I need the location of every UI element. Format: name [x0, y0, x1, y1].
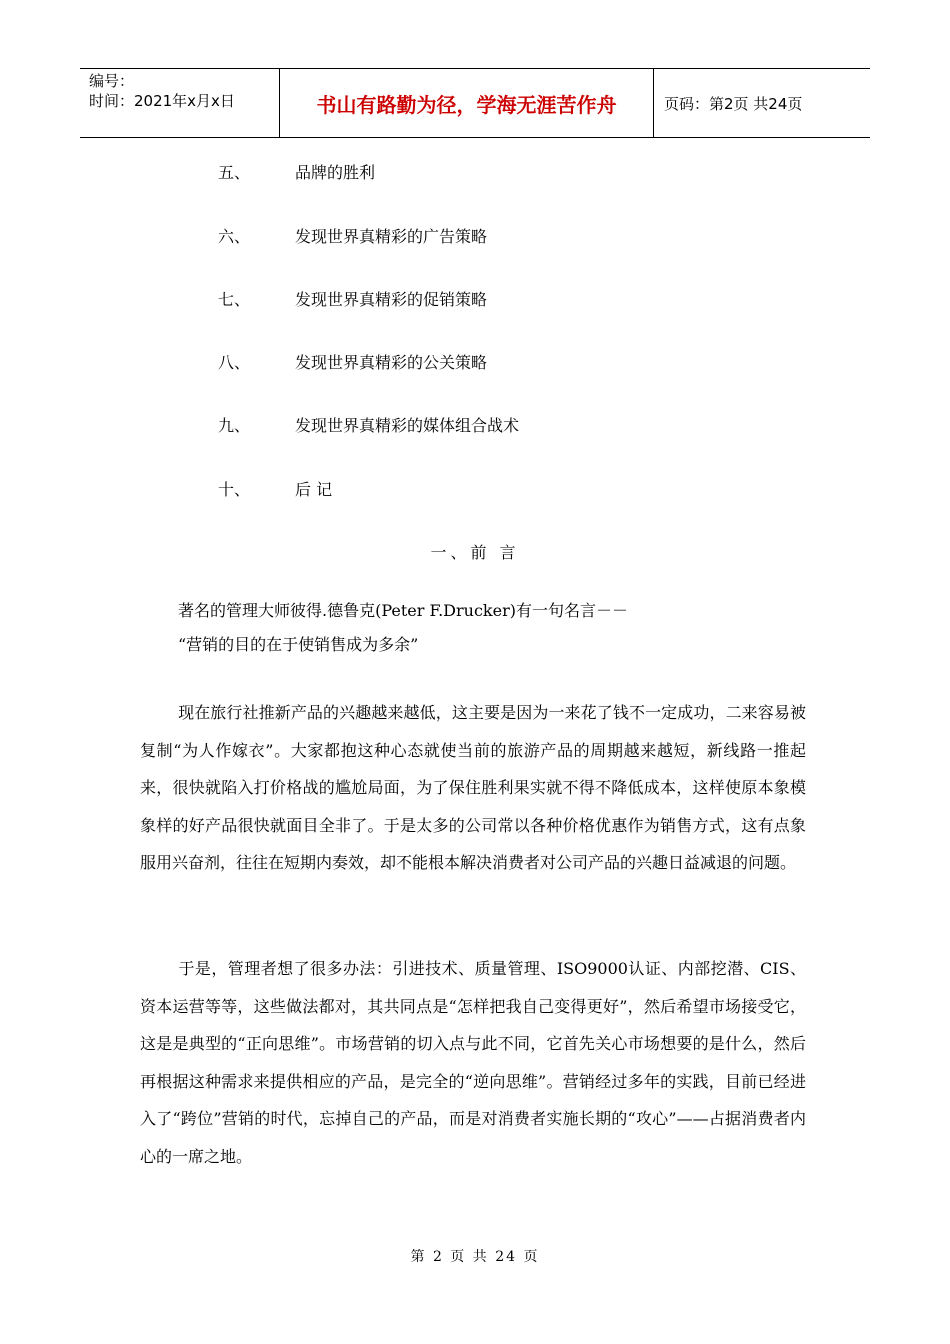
toc-number: 九、 [218, 416, 251, 435]
toc-number: 十、 [218, 480, 251, 499]
header-motto: 书山有路勤为径，学海无涯苦作舟 [280, 69, 654, 137]
toc-number: 七、 [218, 290, 251, 309]
header-meta [80, 69, 280, 137]
toc-title: 发现世界真精彩的促销策略 [295, 290, 488, 309]
page-footer: 第 2 页 共 24 页 [410, 1249, 540, 1265]
toc-item [218, 287, 487, 310]
toc-item [218, 160, 375, 183]
toc-title: 后 记 [295, 480, 333, 499]
number-label: 编号： [89, 72, 135, 90]
toc-title: 品牌的胜利 [295, 163, 376, 182]
toc-title: 发现世界真精彩的广告策略 [295, 227, 488, 246]
paragraph [140, 694, 806, 882]
paragraph-text: 现在旅行社推新产品的兴趣越来越低，这主要是因为一来花了钱不一定成功，二来容易被复制“为人作嫁衣”。大家都抱这种心态就使当前的旅游产品的周期越来越短，新线路一推起来，很快就陷入打价格战的尴尬局面，为了保住胜利果实就不得不降低成本，这样使原本象模象样的好产品很快就面目全非了。于是太多的公司常以各种价格优惠作为销售方式，这有点象服用兴奋剂，往往在短期内奏效，却不能根本解决消费者对公司产品的兴趣日益减退的问题。 [140, 703, 806, 872]
toc-title: 发现世界真精彩的公关策略 [295, 353, 488, 372]
toc-number: 五、 [218, 163, 251, 182]
section-heading: 一、前 言 [430, 543, 520, 562]
toc-title: 发现世界真精彩的媒体组合战术 [295, 416, 520, 435]
quote-intro: 著名的管理大师彼得.德鲁克(Peter F.Drucker)有一句名言－－ [178, 601, 628, 620]
paragraph-text: 于是，管理者想了很多办法：引进技术、质量管理、ISO9000认证、内部挖潜、CIS、资本运营等等，这些做法都对，其共同点是“怎样把我自己变得更好”，然后希望市场接受它，这是是典型的“正向思维”。市场营销的切入点与此不同，它首先关心市场想要的是什么，然后再根据这种需求来提供相应的产品，是完全的“逆向思维”。营销经过多年的实践，目前已经进入了“跨位”营销的时代，忘掉自己的产品，而是对消费者实施长期的“攻心”——占据消费者内心的一席之地。 [140, 959, 806, 1166]
toc-item [218, 413, 519, 436]
paragraph [140, 950, 806, 1175]
date-label: 时间：2021年x月x日 [89, 92, 235, 110]
toc-number: 八、 [218, 353, 251, 372]
header-page-info: 页码：第2页 共24页 [664, 94, 803, 113]
page-header [80, 68, 870, 138]
toc-item [218, 350, 487, 373]
toc-item [218, 477, 332, 500]
toc-number: 六、 [218, 227, 251, 246]
toc-item [218, 224, 487, 247]
quote-text: “营销的目的在于使销售成为多余” [178, 635, 419, 654]
